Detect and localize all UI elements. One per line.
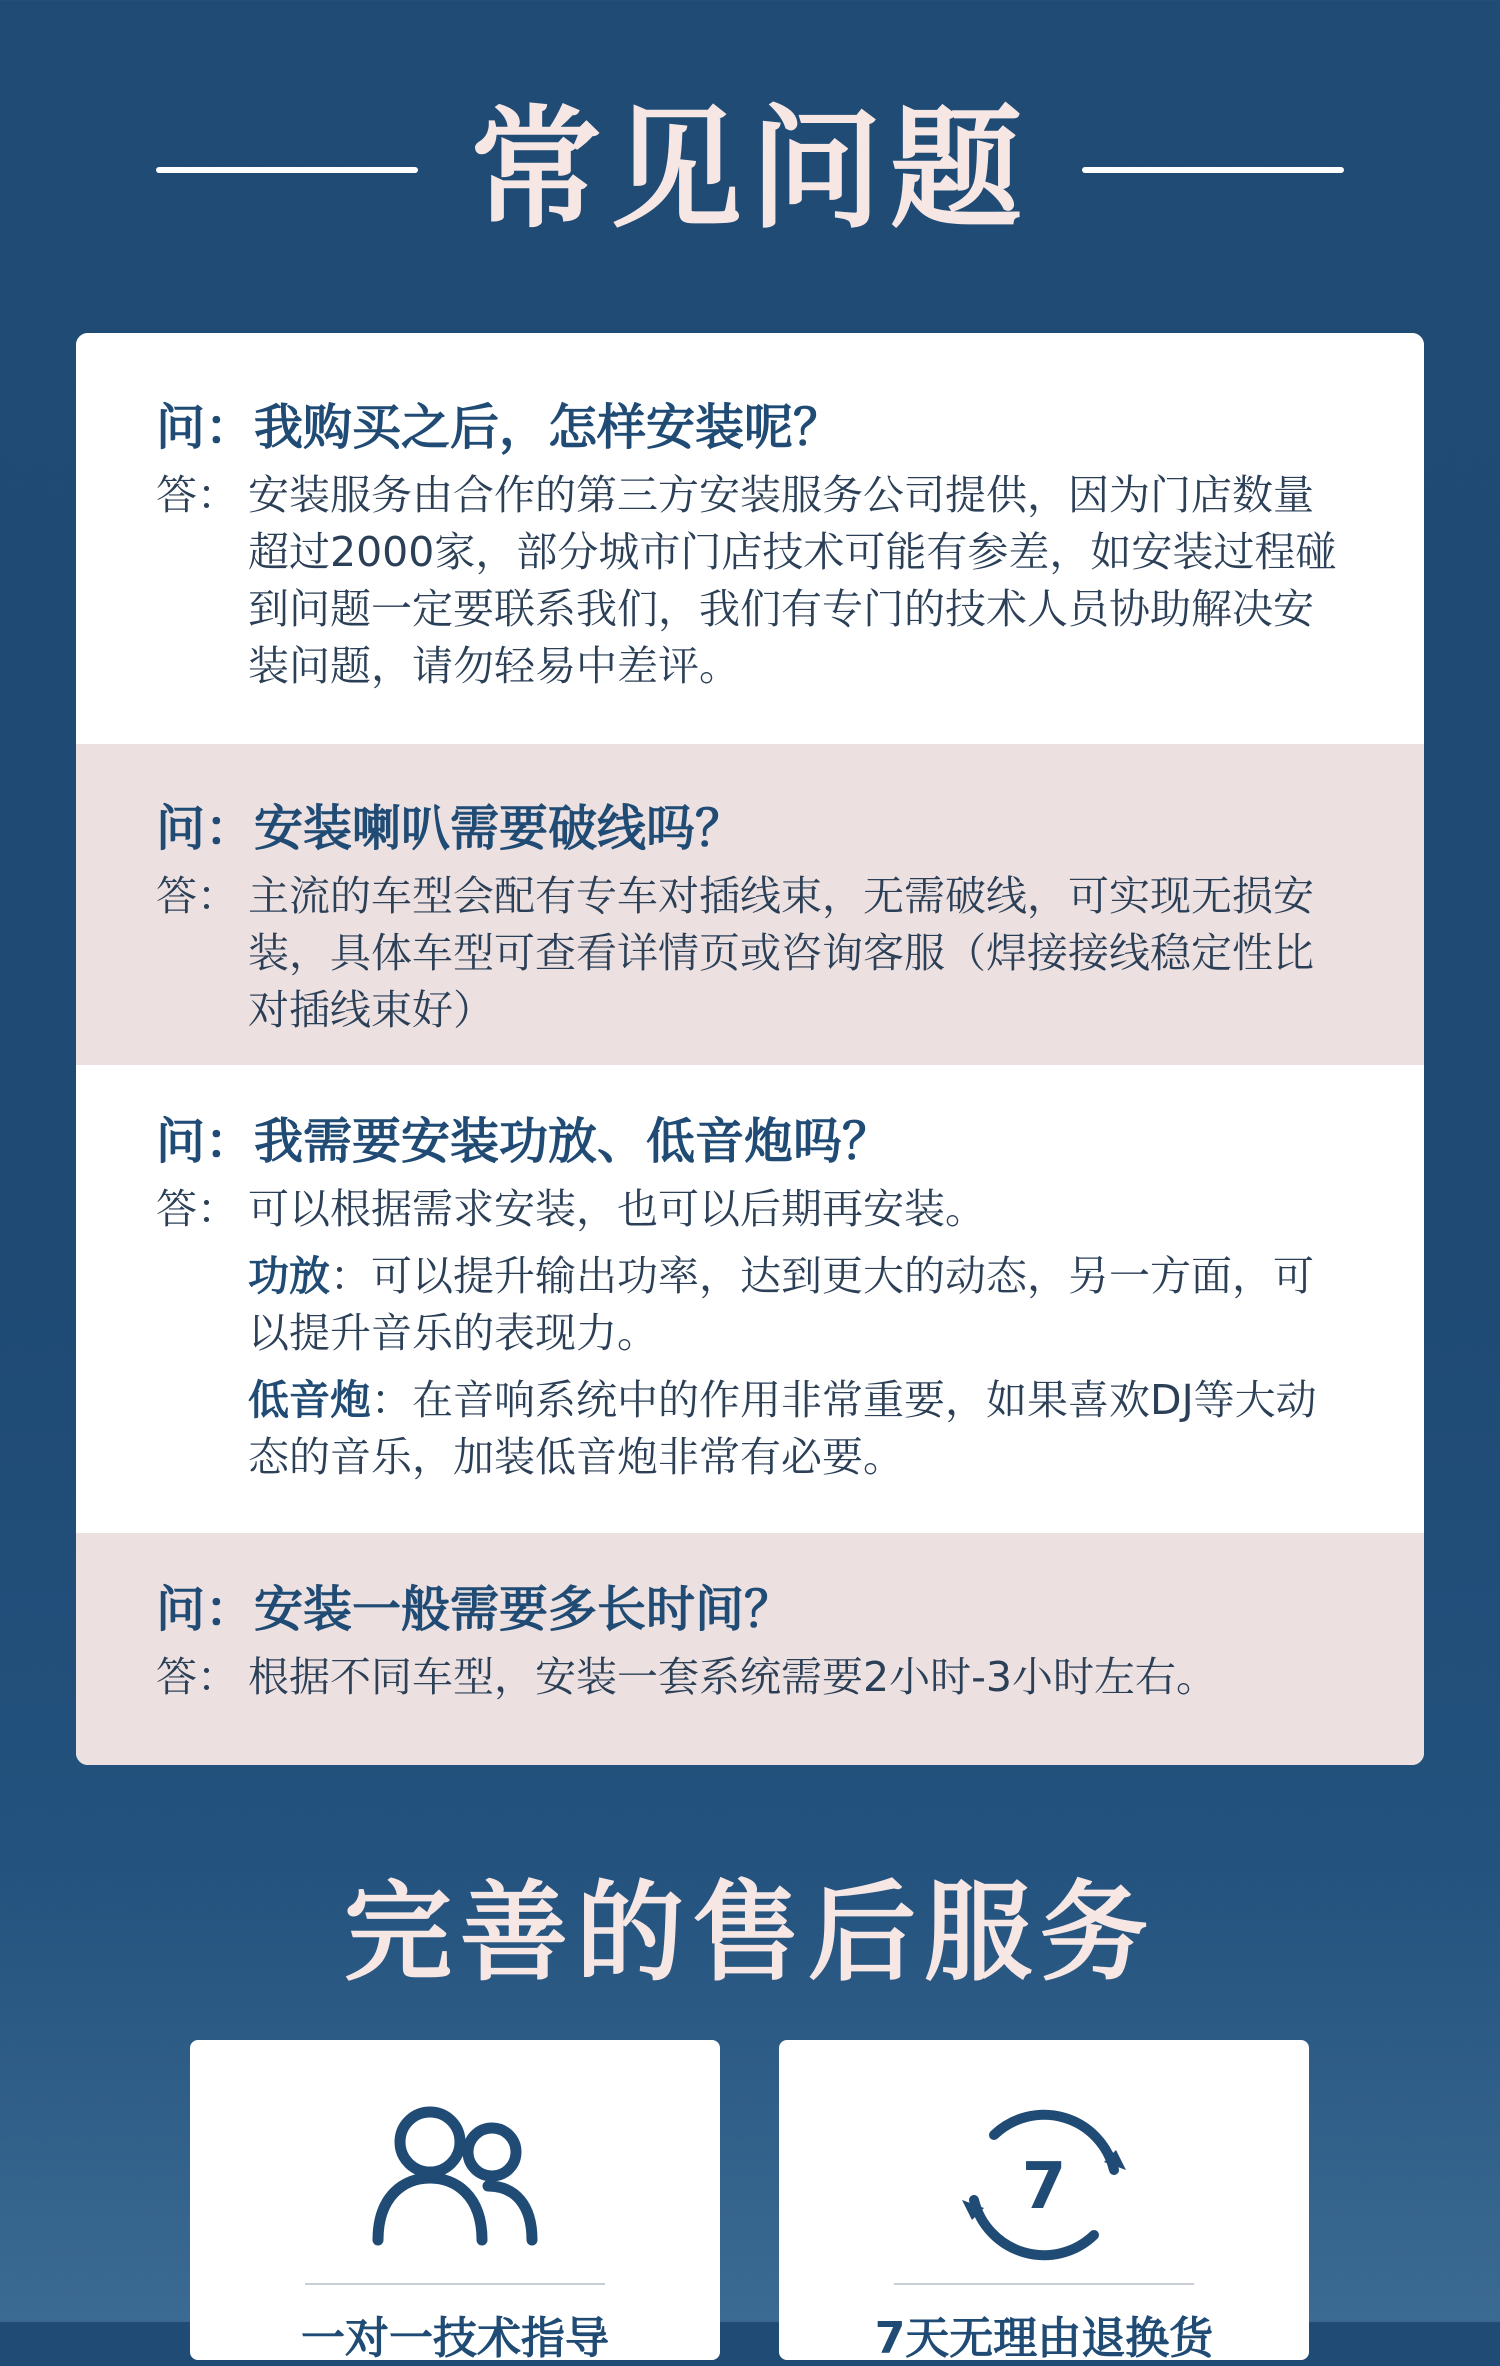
faq-card xyxy=(76,333,1424,1765)
faq-question: 问：我需要安装功放、低音炮吗？ xyxy=(156,1113,892,1170)
faq-answer: 答： 主流的车型会配有专车对插线束，无需破线，可实现无损安装，具体车型可查看详情页或咨询客服（焊接接线稳定性比对插线束好） xyxy=(156,872,1314,1034)
faq-item xyxy=(76,1533,1424,1765)
faq-question: 问：安装一般需要多长时间？ xyxy=(156,1581,794,1638)
faq-item xyxy=(76,1065,1424,1533)
faq-title: 常见问题 xyxy=(470,93,1030,247)
heading-line-left xyxy=(156,167,418,173)
faq-answer-detail: 低音炮：在音响系统中的作用非常重要，如果喜欢DJ等大动态的音乐，加装低音炮非常有必要。 xyxy=(248,1376,1317,1481)
heading-line-right xyxy=(1082,167,1344,173)
service-card xyxy=(779,2040,1309,2364)
service-divider xyxy=(894,2283,1194,2285)
users-icon xyxy=(370,2100,540,2250)
service-label: 7天无理由退换货 xyxy=(874,2313,1214,2364)
svg-text:7: 7 xyxy=(1021,2150,1067,2224)
faq-answer: 答： 根据不同车型，安装一套系统需要2小时-3小时左右。 xyxy=(156,1653,1217,1701)
faq-item xyxy=(76,333,1424,744)
service-label: 一对一技术指导 xyxy=(301,2313,609,2364)
faq-item xyxy=(76,744,1424,1065)
seven-day-return-icon xyxy=(954,2100,1134,2270)
faq-answer: 答： 安装服务由合作的第三方安装服务公司提供，因为门店数量超过2000家，部分城市门店技术可能有参差，如安装过程碰到问题一定要联系我们，我们有专门的技术人员协助解决安装问题，请勿轻易中差评。 xyxy=(156,471,1337,690)
faq-answer: 答： 可以根据需求安装，也可以后期再安装。 xyxy=(156,1185,986,1233)
service-divider xyxy=(305,2283,605,2285)
faq-answer-detail: 功放：可以提升输出功率，达到更大的动态，另一方面，可以提升音乐的表现力。 xyxy=(248,1252,1314,1357)
faq-question: 问：我购买之后，怎样安装呢？ xyxy=(156,399,843,456)
service-card xyxy=(190,2040,720,2364)
service-title: 完善的售后服务 xyxy=(343,1871,1156,1996)
faq-heading xyxy=(0,95,1500,245)
faq-question: 问：安装喇叭需要破线吗？ xyxy=(156,800,745,857)
